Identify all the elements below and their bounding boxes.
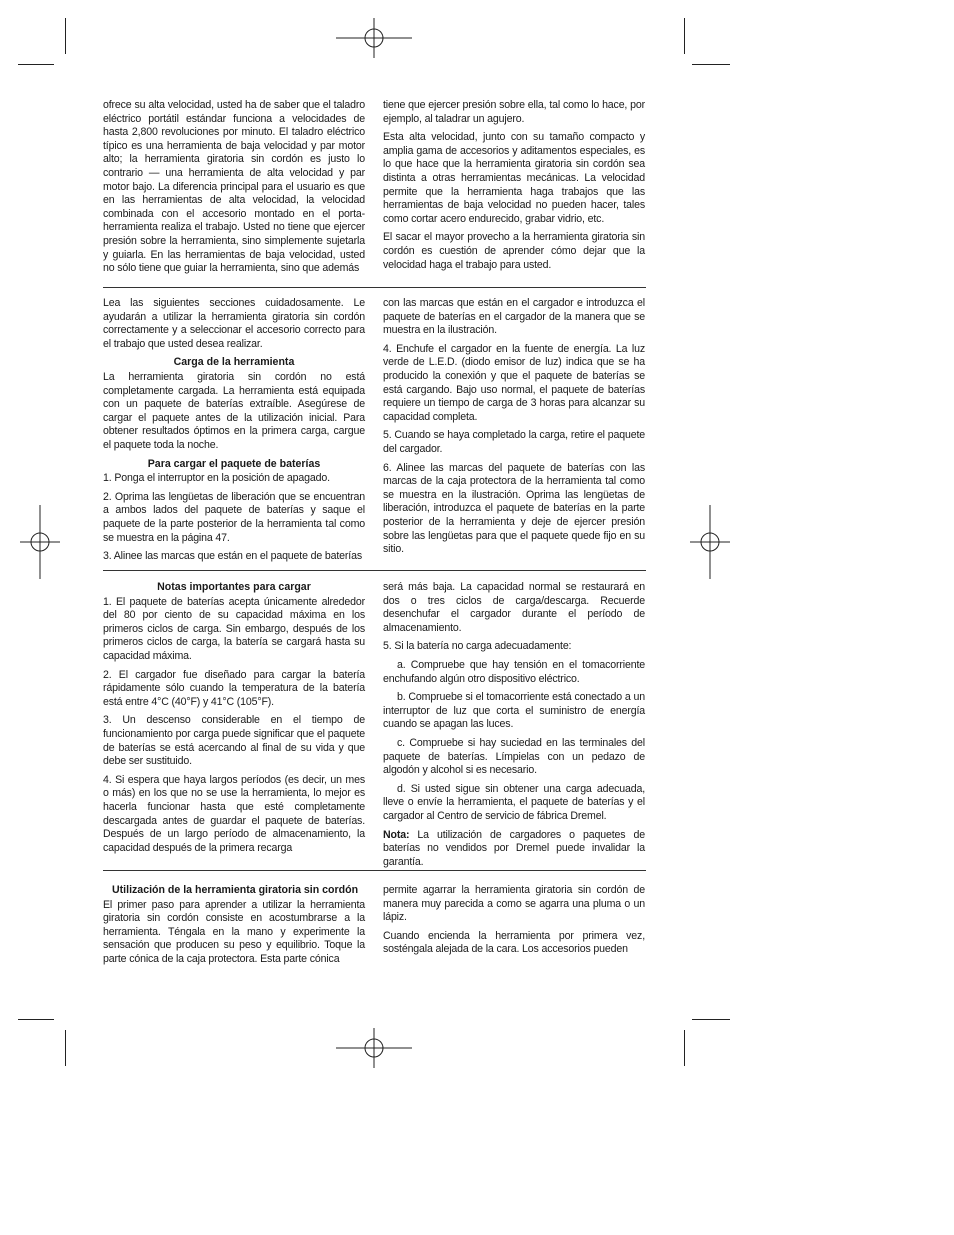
- list-item: 4. Enchufe el cargador en la fuente de energía. La luz verde de L.E.D. (diodo emisor de luz) indica que se ha producido la conexión y que el paquete de baterías se está cargando. Bajo uso normal, el paquete de baterías requiere un tiempo de carga de 3 horas para alcanzar su capacidad completa.: [383, 342, 645, 423]
- list-item: 3. Alinee las marcas que están en el paquete de baterías: [103, 550, 362, 563]
- list-item: será más baja. La capacidad normal se restaurará en dos o tres ciclos de carga/descarga. Recuerde desenchufar el cargador durante el período de almacenamiento.: [383, 581, 645, 634]
- note-label: Nota:: [383, 828, 410, 841]
- paragraph: Esta alta velocidad, junto con su tamaño compacto y amplia gama de accesorios y aditamentos especiales, es lo que hace que la herramienta giratoria sin cordón sea distinta a otras herramientas mecánicas. La velocidad permite que la herramienta haga trabajos que las herramientas de baja velocidad no pueden hacer, tales como cortar acero endurecido, grabar vidrio, etc.: [383, 131, 645, 225]
- section-charging: [103, 297, 646, 567]
- paragraph: Lea las siguientes secciones cuidadosamente. Le ayudarán a utilizar la herramienta giratoria sin cordón correctamente y a seleccionar el accesorio correcto para el trabajo que usted desea realizar.: [103, 297, 365, 350]
- list-item: 3. Un descenso considerable en el tiempo de funcionamiento por carga puede significar que el paquete de baterías se está acercando al final de su vida y que debe ser sustituido.: [103, 714, 365, 768]
- note-text: La utilización de cargadores o paquetes de baterías no vendidos por Dremel puede invalidar la garantía.: [383, 828, 645, 868]
- list-item: con las marcas que están en el cargador e introduzca el paquete de baterías en el cargador de la manera que se muestra en la ilustración.: [383, 297, 645, 337]
- section-using-tool: [103, 884, 646, 974]
- list-item: c. Compruebe si hay suciedad en las terminales del paquete de baterías. Límpielas con un pedazo de algodón y alcohol si es necesario.: [383, 736, 645, 777]
- paragraph: tiene que ejercer presión sobre ella, tal como lo hace, por ejemplo, al taladrar un agujero.: [383, 99, 645, 125]
- section-charging-notes: [103, 581, 646, 868]
- column-right: [383, 581, 645, 874]
- list-item: 4. Si espera que haya largos períodos (es decir, un mes o más) en los que no se use la herramienta, lo mejor es hacerla funcionar hasta que esté completamente descargada antes de guardar el paquete de baterías. Después de un largo período de almacenamiento, la capacidad después de la primera recarga: [103, 773, 365, 854]
- section-divider: [103, 570, 646, 571]
- section-heading: Utilización de la herramienta giratoria sin cordón: [112, 884, 359, 896]
- list-item: b. Compruebe si el tomacorriente está conectado a un interruptor de luz que corta el suministro de energía cuando se apagan las luces.: [383, 691, 645, 731]
- column-right: [383, 297, 645, 562]
- list-item: 5. Cuando se haya completado la carga, retire el paquete del cargador.: [383, 429, 645, 455]
- crop-mark: [692, 64, 730, 65]
- crop-mark: [18, 64, 54, 65]
- paragraph: El sacar el mayor provecho a la herramienta giratoria sin cordón es cuestión de aprender cómo dejar que la velocidad haga el trabajo para usted.: [383, 231, 645, 271]
- list-item: 6. Alinee las marcas del paquete de baterías con las marcas de la caja protectora de la herramienta tal como se muestra en la ilustración. Oprima las lengüetas de liberación, introduzca el paquete de baterías en la parte posterior de la herramienta y deje de ejercer presión sobre las lengüetas para que el paquete quede fijo en su sitio.: [383, 461, 645, 556]
- crop-mark: [18, 1019, 54, 1020]
- column-left: [103, 99, 365, 281]
- crop-mark: [692, 1019, 730, 1020]
- crop-mark: [65, 1030, 66, 1066]
- note-paragraph: [383, 829, 645, 870]
- list-item: 2. Oprima las lengüetas de liberación que se encuentran a ambos lados del paquete de baterías y saque el paquete de la parte posterior de la herramienta tal como se muestra en la página 47.: [103, 490, 365, 544]
- registration-mark-icon: [336, 1028, 412, 1068]
- paragraph: La herramienta giratoria sin cordón no está completamente cargada. La herramienta está equipada con un paquete de baterías extraíble. Asegúrese de cargar el paquete antes de la utilización inicial. Para obtener resultados óptimos en la primera carga, cargue el paquete toda la noche.: [103, 370, 365, 451]
- column-right: [383, 99, 645, 277]
- paragraph: ofrece su alta velocidad, usted ha de saber que el taladro eléctrico portátil estándar funciona a velocidades de hasta 2,800 revoluciones por minuto. El taladro eléctrico típico es una herramienta de baja velocidad y par motor alto; la herramienta giratoria sin cordón es justo lo contrario — una herramienta de alta velocidad y par motor bajo. La diferencia principal para el usuario es que en las herramientas de alta velocidad, la velocidad combinada con el accesorio montado en el porta-herramienta realiza el trabajo. Usted no tiene que ejercer presión sobre la herramienta, sino simplemente sujetarla y guiarla. En las herramientas de baja velocidad, usted no sólo tiene que guiar la herramienta, sino que además: [103, 99, 365, 275]
- paragraph: El primer paso para aprender a utilizar la herramienta giratoria sin cordón consiste en acostumbrarse a la herramienta. Téngala en la mano y experimente la sensación que producen su peso y equilibrio. Toque la parte cónica de la caja protectora. Esta parte cónica: [103, 898, 365, 965]
- list-item: 5. Si la batería no carga adecuadamente:: [383, 640, 572, 653]
- crop-mark: [684, 1030, 685, 1066]
- registration-mark-icon: [336, 18, 412, 58]
- crop-mark: [65, 18, 66, 54]
- section-divider: [103, 287, 646, 288]
- list-item: a. Compruebe que hay tensión en el tomacorriente enchufando algún otro dispositivo eléctrico.: [383, 658, 645, 685]
- section-divider: [103, 870, 646, 871]
- paragraph: permite agarrar la herramienta giratoria sin cordón de manera muy parecida a como se agarra una pluma o un lápiz.: [383, 884, 645, 924]
- paragraph: Cuando encienda la herramienta por primera vez, sosténgala alejada de la cara. Los accesorios pueden: [383, 929, 645, 956]
- column-right: [383, 884, 645, 962]
- registration-mark-icon: [690, 505, 730, 579]
- section-heading: Notas importantes para cargar: [157, 581, 311, 593]
- section-heading: Para cargar el paquete de baterías: [147, 457, 321, 470]
- column-left: [103, 297, 365, 569]
- list-item: 1. El paquete de baterías acepta únicamente alrededor del 80 por ciento de su capacidad máxima en los primeros ciclos de carga. Sin embargo, después de los primeros ciclos de carga, la batería se cargará hasta su capacidad máxima.: [103, 595, 365, 662]
- list-item: d. Si usted sigue sin obtener una carga adecuada, lleve o envíe la herramienta, el paquete de baterías y el cargador al Centro de servicio de fábrica Dremel.: [383, 782, 645, 822]
- crop-mark: [684, 18, 685, 54]
- column-left: [103, 884, 365, 972]
- list-item: 1. Ponga el interruptor en la posición de apagado.: [103, 472, 330, 485]
- section-speed: [103, 99, 646, 279]
- section-heading: Carga de la herramienta: [173, 356, 295, 369]
- column-left: [103, 581, 365, 860]
- list-item: 2. El cargador fue diseñado para cargar la batería rápidamente sólo cuando la temperatura de la batería está entre 4°C (40°F) y 41°C (105°F).: [103, 668, 365, 708]
- registration-mark-icon: [20, 505, 60, 579]
